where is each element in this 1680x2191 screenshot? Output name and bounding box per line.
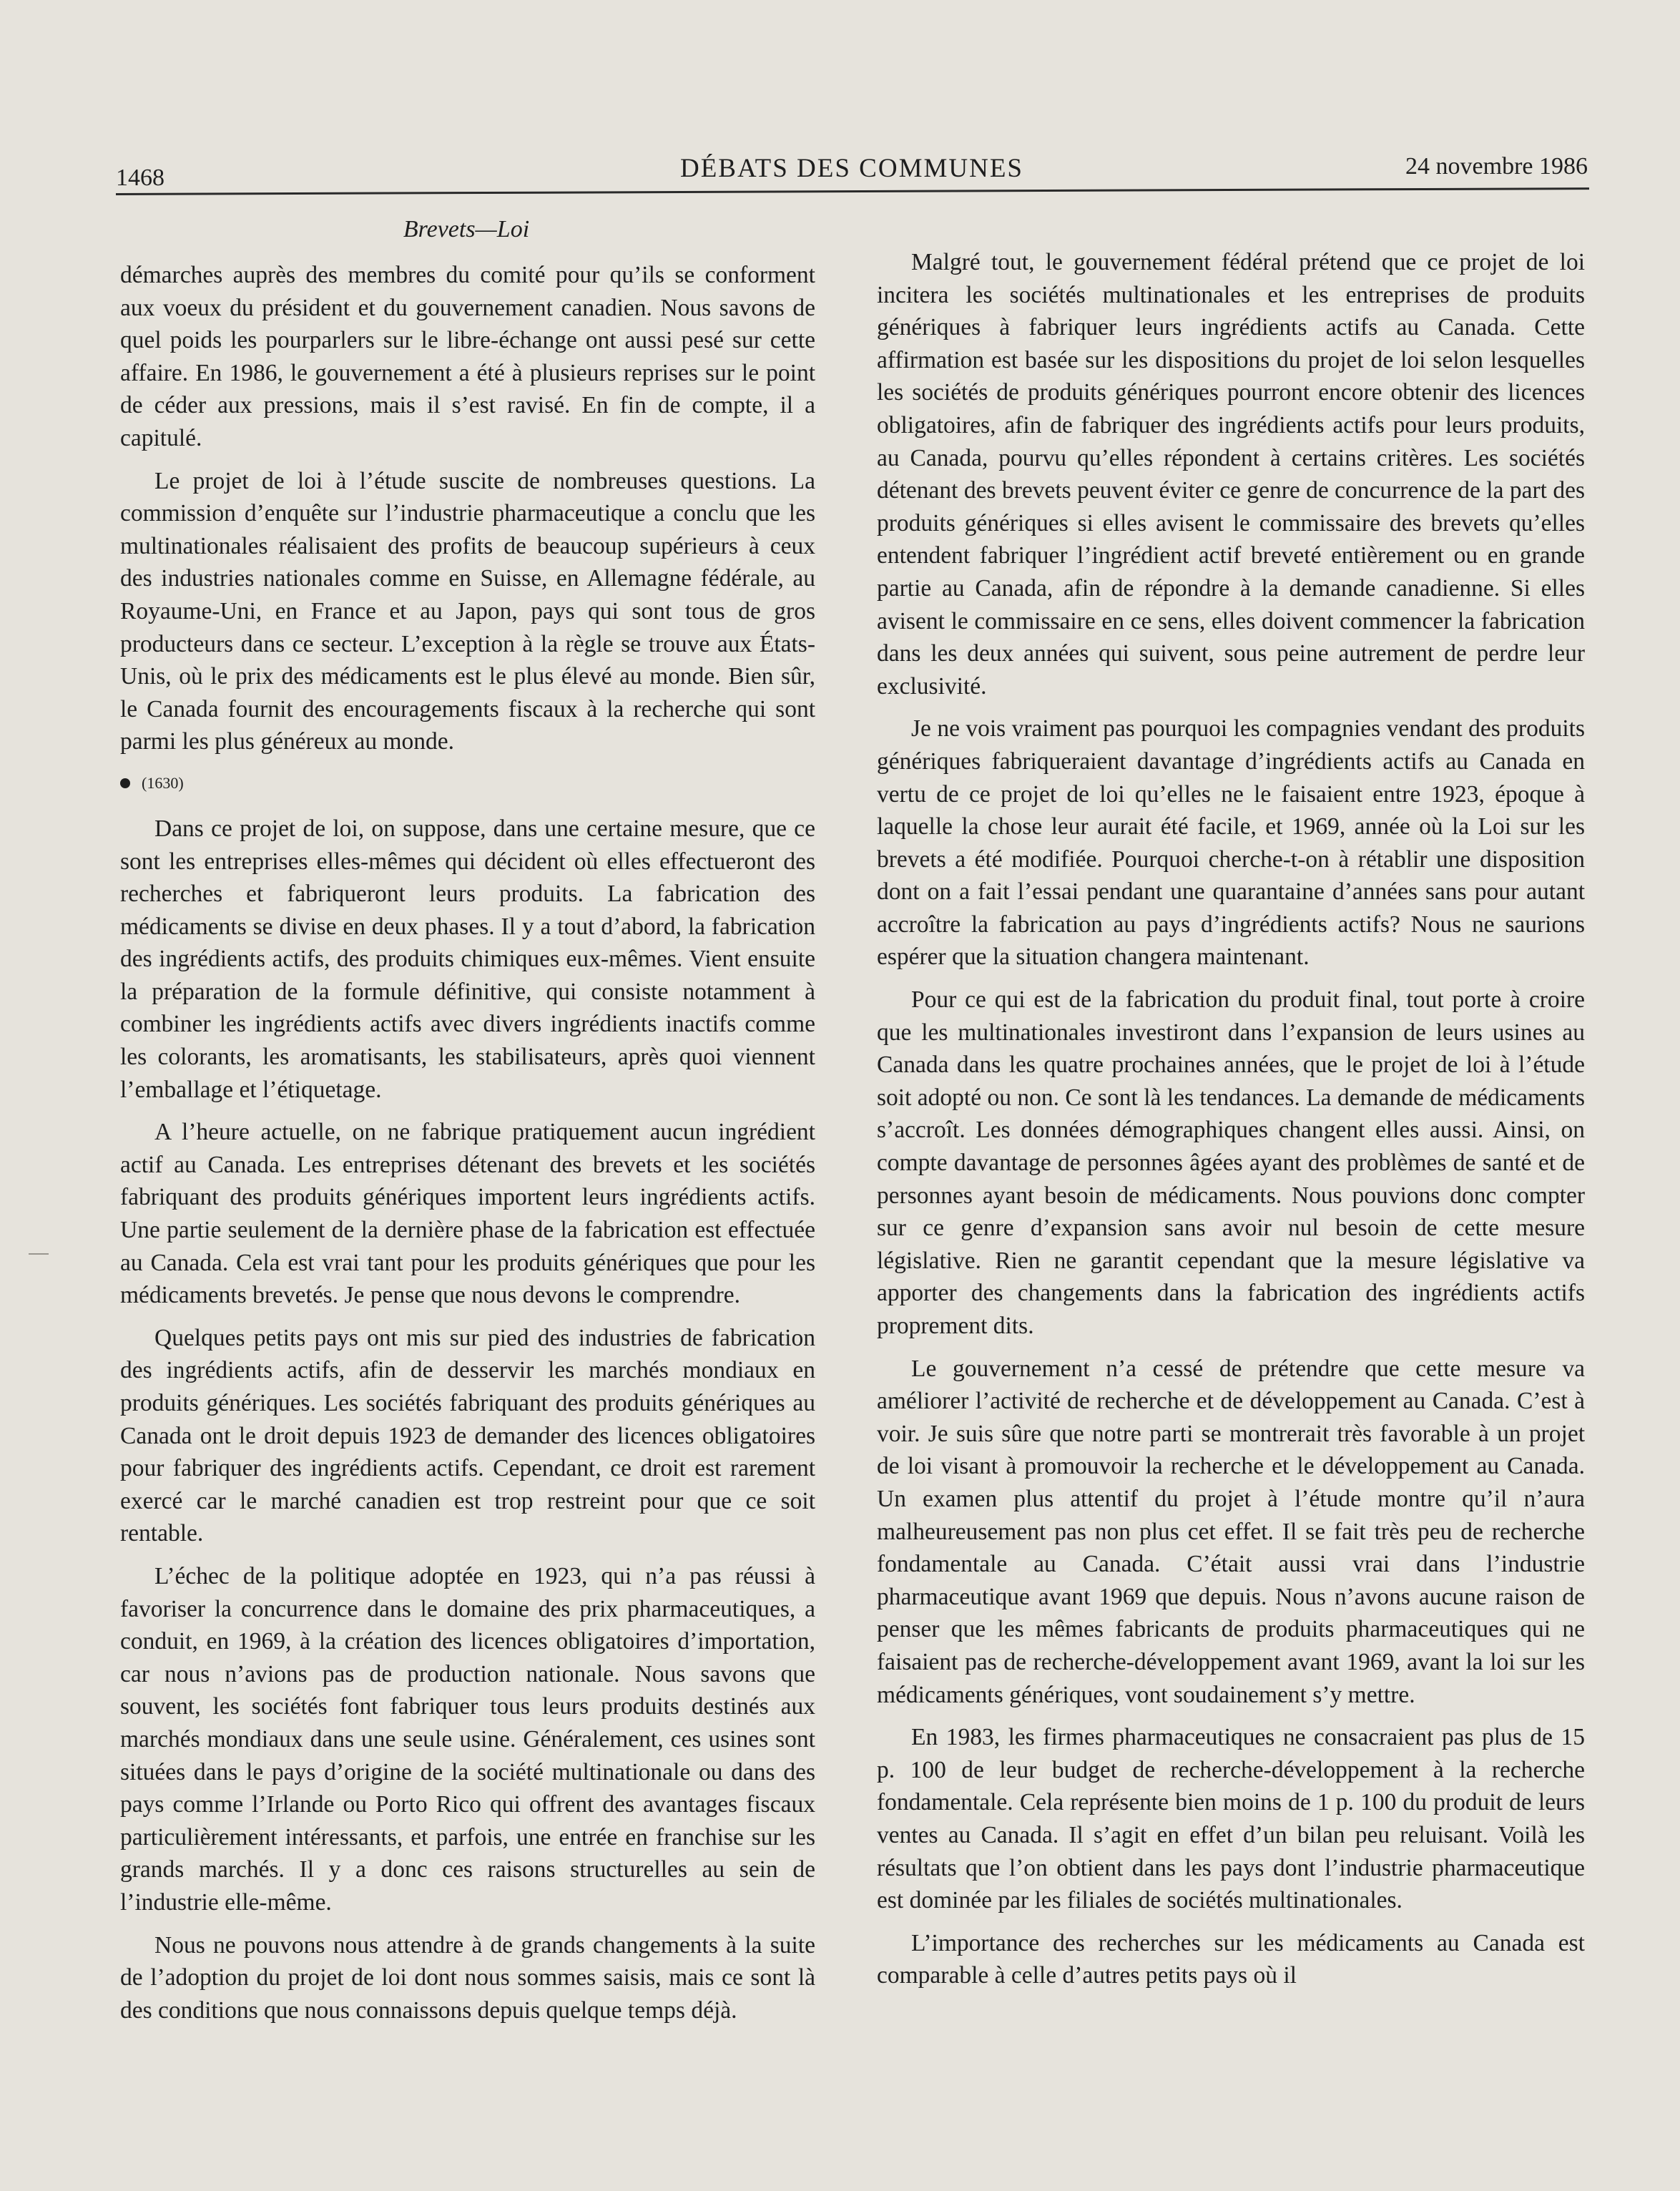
page-header <box>116 153 1588 193</box>
paragraph: Malgré tout, le gouvernement fédéral prétend que ce projet de loi incitera les sociétés multinationales et les entreprises de produits génériques à fabriquer leurs ingrédients actifs au Canada. Cette affirmation est basée sur les dispositions du projet de loi selon lesquelles les sociétés de produits génériques pourront encore obtenir des licences obligatoires, afin de fabriquer des ingrédients actifs pour leurs produits, au Canada, pourvu qu’elles répondent à certains critères. Les sociétés détenant des brevets peuvent éviter ce genre de concurrence de la part des produits génériques si elles avisent le commissaire des brevets qu’elles entendent fabriquer l’ingrédient actif breveté entièrement ou en grande partie au Canada, afin de répondre à la demande canadienne. Si elles avisent le commissaire en ce sens, elles doivent commencer la fabrication dans les deux années qui suivent, sous peine autrement de perdre leur exclusivité. <box>877 249 1585 700</box>
subject-heading: Brevets—Loi <box>403 216 530 242</box>
margin-mark <box>29 1253 49 1255</box>
time-marker <box>120 773 815 794</box>
paragraph: En 1983, les firmes pharmaceutiques ne consacraient pas plus de 15 p. 100 de leur budget de recherche-développement à la recherche fondamentale. Cela représente bien moins de 1 p. 100 du produit de leurs ventes au Canada. Il s’agit en effet d’un bilan peu reluisant. Voilà les résultats que l’on obtient dans les pays dont l’industrie pharmaceutique est dominée par les filiales de sociétés multinationales. <box>877 1724 1585 1914</box>
right-column <box>877 246 1585 2002</box>
paragraph: Je ne vois vraiment pas pourquoi les compagnies vendant des produits génériques fabriqueraient davantage d’ingrédients actifs au Canada en vertu de ce projet de loi qu’elles ne le faisaient entre 1923, époque à laquelle la chose leur aurait été facile, et 1969, année où la Loi sur les brevets a été modifiée. Pourquoi cherche-t-on à rétablir une disposition dont on a fait l’essai pendant une quarantaine d’années sans pour autant accroître la fabrication au pays d’ingrédients actifs? Nous ne saurions espérer que la situation changera maintenant. <box>877 715 1585 971</box>
paragraph: Le projet de loi à l’étude suscite de nombreuses questions. La commission d’enquête sur l’industrie pharmaceutique a conclu que les multinationales réalisaient des profits de beaucoup supérieurs à ceux des industries nationales comme en Suisse, en Allemagne fédérale, au Royaume-Uni, en France et au Japon, pays qui sont tous de gros producteurs dans ce secteur. L’exception à la règle se trouve aux États-Unis, où le prix des médicaments est le plus élevé au monde. Bien sûr, le Canada fournit des encouragements fiscaux à la recherche qui sont parmi les plus généreux au monde. <box>120 467 815 755</box>
page-number: 1468 <box>116 165 164 191</box>
paragraph: L’importance des recherches sur les médicaments au Canada est comparable à celle d’autres petits pays où il <box>877 1929 1585 1989</box>
paragraph: A l’heure actuelle, on ne fabrique pratiquement aucun ingrédient actif au Canada. Les entreprises détenant des brevets et les sociétés fabriquant des produits génériques importent leurs ingrédients actifs. Une partie seulement de la dernière phase de la fabrication est effectuée au Canada. Cela est vrai tant pour les produits génériques que pour les médicaments brevetés. Je pense que nous devons le comprendre. <box>120 1119 815 1309</box>
paragraph: Quelques petits pays ont mis sur pied des industries de fabrication des ingrédients actifs, afin de desservir les marchés mondiaux en produits génériques. Les sociétés fabriquant des produits génériques au Canada ont le droit depuis 1923 de demander des licences obligatoires pour fabriquer des ingrédients actifs. Cependant, ce droit est rarement exercé car le marché canadien est trop restreint pour que ce soit rentable. <box>120 1324 815 1547</box>
paragraph: Le gouvernement n’a cessé de prétendre que cette mesure va améliorer l’activité de recherche et de développement au Canada. C’est à voir. Je suis sûre que notre parti se montrerait très favorable à un projet de loi visant à promouvoir la recherche et le développement au Canada. Un examen plus attentif du projet à l’étude montre qu’il n’aura malheureusement pas non plus cet effet. Il se fait très peu de recherche fondamentale au Canada. C’était aussi vrai dans l’industrie pharmaceutique avant 1969 que depuis. Nous n’avons aucune raison de penser que les mêmes fabricants de produits pharmaceutiques qui ne faisaient pas de recherche-développement avant 1969, avant la loi sur les médicaments génériques, vont soudainement s’y mettre. <box>877 1355 1585 1708</box>
paragraph: Dans ce projet de loi, on suppose, dans une certaine mesure, que ce sont les entreprises elles-mêmes qui décident où elles effectueront des recherches et fabriqueront leurs produits. La fabrication des médicaments se divise en deux phases. Il y a tout d’abord, la fabrication des ingrédients actifs, des produits chimiques eux-mêmes. Vient ensuite la préparation de la formule définitive, qui consiste notamment à combiner les ingrédients actifs avec divers ingrédients inactifs comme les colorants, les aromatisants, les stabilisateurs, après quoi viennent l’emballage et l’étiquetage. <box>120 815 815 1103</box>
paragraph: L’échec de la politique adoptée en 1923, qui n’a pas réussi à favoriser la concurrence dans le domaine des prix pharmaceutiques, a conduit, en 1969, à la création des licences obligatoires d’importation, car nous n’avions pas de production nationale. Nous savons que souvent, les sociétés font fabriquer tous leurs produits destinés aux marchés mondiaux dans une seule usine. Généralement, ces usines sont situées dans le pays d’origine de la société multinationale ou dans des pays comme l’Irlande ou Porto Rico qui offrent des avantages fiscaux particulièrement intéressants, et parfois, une entrée en franchise sur les grands marchés. Il y a donc ces raisons structurelles au sein de l’industrie elle-même. <box>120 1562 815 1916</box>
left-column <box>120 259 815 2036</box>
time-marker-label: (1630) <box>142 773 184 792</box>
issue-date: 24 novembre 1986 <box>1405 153 1588 180</box>
paragraph: Nous ne pouvons nous attendre à de grands changements à la suite de l’adoption du projet de loi dont nous sommes saisis, mais ce sont là des conditions que nous connaissons depuis quelque temps déjà. <box>120 1931 815 2024</box>
paragraph: Pour ce qui est de la fabrication du produit final, tout porte à croire que les multinationales investiront dans l’expansion de leurs usines au Canada dans les quatre prochaines années, que le projet de loi à l’étude soit adopté ou non. Ce sont là les tendances. La demande de médicaments s’accroît. Les données démographiques changent elles aussi. Ainsi, on compte davantage de personnes âgées ayant des problèmes de santé et de personnes ayant besoin de médicaments. Nous pouvions donc compter sur ce genre d’expansion sans avoir nul besoin de cette mesure législative. Rien ne garantit cependant que la mesure législative va apporter des changements dans la fabrication des ingrédients actifs proprement dits. <box>877 986 1585 1339</box>
bullet-icon <box>120 778 130 788</box>
publication-title: DÉBATS DES COMMUNES <box>679 154 1023 183</box>
paragraph: démarches auprès des membres du comité pour qu’ils se conforment aux voeux du président et du gouvernement canadien. Nous savons de quel poids les pourparlers sur le libre-échange ont aussi pesé sur cette affaire. En 1986, le gouvernement a été à plusieurs reprises sur le point de céder aux pressions, mais il s’est ravisé. En fin de compte, il a capitulé. <box>120 262 815 451</box>
